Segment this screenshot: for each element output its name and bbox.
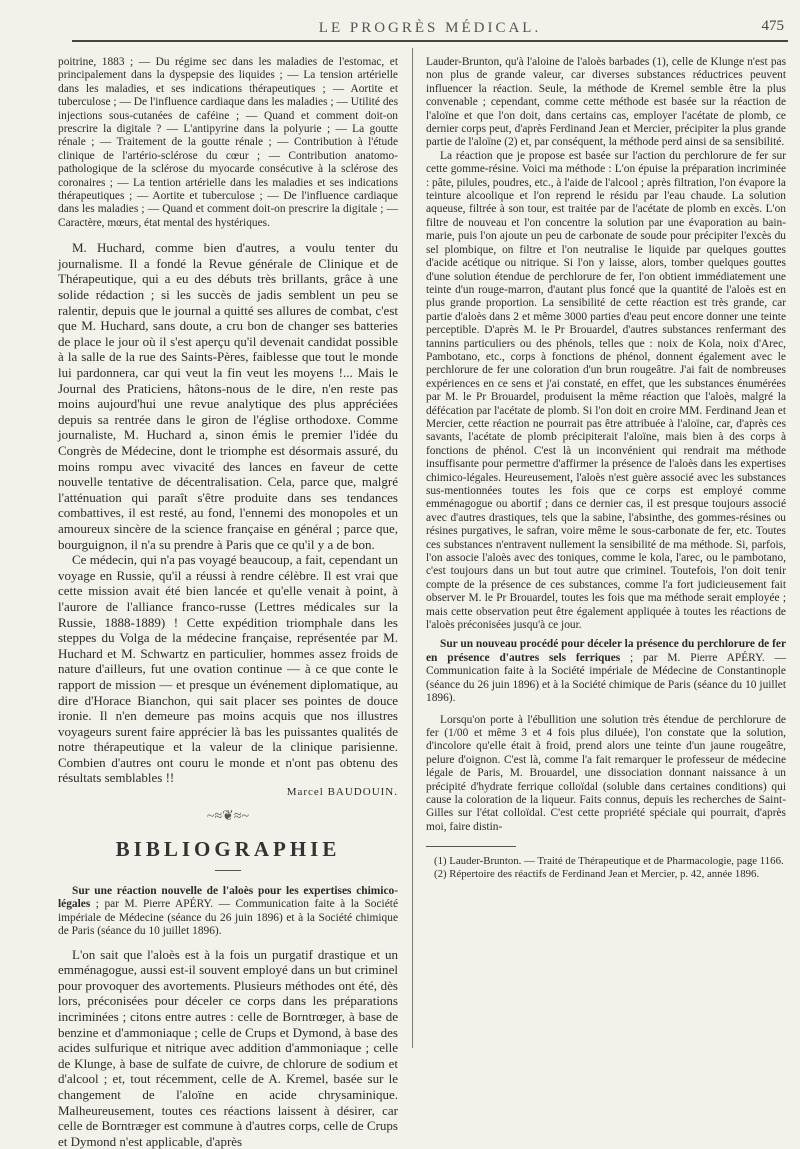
page-number: 475 (761, 18, 784, 34)
article-title-aloes-rest: ; par M. Pierre APÉRY. — Communication faite à la Société impériale de Médecine (séance du 26 juin 1896) et à la Société chimique de Paris (séance du 10 juillet 1896). (58, 898, 398, 938)
biography-paragraph-2: Ce médecin, qui n'a pas voyagé beaucoup, a fait, cependant un voyage en Russie, qu'il a réussi à rendre célèbre. Il est vrai que cette mission avait été bien lancée et qu'elle venait à point, à l'aurore de l'alliance franco-russe (Lettres médicales sur la Russie, 1888-1889) ! Cette expédition triomphale dans les steppes du Volga de la médecine française, représentée par M. Huchard et M. Schwartz en particulier, hommes assez froids de nature d'ailleurs, fut une ovation continue — à ce que conte le rapport de mission — et presque un événement diplomatique, au dire d'Horace Bianchon, qui sait placer ses pointes de douce ironie. Il n'en demeure pas moins acquis que nos illustres voyageurs surent faire apprécier là bas les puissantes qualités de notre thérapeutique et la valeur de la clinique parisienne. Combien d'autres ont couru le monde et n'ont pas obtenu des résultats semblables !! (58, 552, 398, 786)
article-title-aloes-bold: Sur une réaction nouvelle de l'aloès pour les expertises chimico-légales (58, 885, 398, 911)
section-ornament: ~≈❦≈~ (206, 809, 250, 825)
perchlorure-paragraph-1: Lorsqu'on porte à l'ébullition une solution très étendue de perchlorure de fer (1/00 et même 3 et 4 fois plus diluée), l'on constate que la solution, d'incolore qu'elle était à froid, prend alors une teinte d'un jaune rougeâtre, pelure d'oignon. C'est là, comme l'a fait remarquer le professeur de médecine légale de Paris, M. Brouardel, une dissociation donnant naissance à un précipité d'hydrate ferrique colloïdal (soluble dans certaines conditions) qui cause la coloration de la liqueur. Faits connus, depuis les recherches de Saint-Gilles sur l'état colloïdal. C'est cette propriété spéciale qui pourrait, d'après moi, faire distin- (426, 713, 786, 833)
aloes-continued-paragraph-1: Lauder-Brunton, qu'à l'aloine de l'aloès barbades (1), celle de Klunge n'est pas non plus de grande valeur, car diverses substances réductrices peuvent influencer la réaction. Seule, la méthode de Kremel semble être la plus convenable ; cependant, comme cette méthode est basée sur la réaction de l'aloïne et que l'on doit, dans certains cas, employer l'acétate de plomb, ce dernier corps peut, d'après Ferdinand Jean et Mercier, précipiter la plus grande partie de l'aloïne (2) et, par conséquent, la méthode perd ainsi de sa sensibilité. (426, 56, 786, 149)
article-perchlorure-text (426, 714, 786, 835)
article-title-perchlorure-rest: ; par M. Pierre APÉRY. — Communication faite à la Société impériale de Médecine de Constantinople (séance du 26 juin 1896) et à la Société chimique de Paris (séance du 10 juillet 1896). (426, 651, 786, 705)
running-header (72, 14, 788, 42)
biography-text (58, 240, 398, 786)
article-title-perchlorure (426, 638, 786, 705)
aloes-continued-paragraph-2: La réaction que je propose est basée sur l'action du perchlorure de fer sur cette gomme-résine. Voici ma méthode : L'on épuise la préparation incriminée : pâte, pilules, poudres, etc., à l'aide de l'alcool ; après filtration, l'on évapore la teinture alcoolique et l'on reprend le résidu par l'eau chaude. La solution aqueuse, filtrée à son tour, est traitée par de l'acétate de plomb en excès. L'on filtre de nouveau et l'on concentre la solution par une évaporation au bain-marie, puis l'on ajoute un peu de carbonate de soude pour précipiter l'excès du sel plombique, on filtre et l'on neutralise le liquide par quelques gouttes d'acide acétique ou nitrique. Si l'on y laisse, alors, tomber quelques gouttes d'une solution étendue de perchlorure de fer, l'on obtient immédiatement une teinte d'un rouge-marron, d'autant plus foncé que la quantité de l'aloès est en plus grande proportion. La sensibilité de cette réaction est très grande, car partie d'aloès dans 2 et même 3000 parties d'eau peut encore donner une teinte perceptible. D'après M. le Pr Brouardel, d'autres substances renfermant des tannins particuliers ou des phénols, telles que : noix de Kola, noix d'Arec, Pambotano, etc., corps à fonctions de phénol, donnent également avec le perchlorure de fer une coloration d'un brun rougeâtre. J'ai fait de nombreuses expériences en ce sens et j'ai constaté, en effet, que les substances énumérées par M. le Pr Brouardel, produisent la même réaction que l'aloès, malgré la défécation par l'acétate de plomb. Si l'on doit en croire MM. Ferdinand Jean et Mercier, cette réaction ne pourrait pas être attribuée à l'aloïne, car, d'après ces savants, l'acétate de plomb précipiterait l'aloïne, mais bien à des corps à fonctions de phénol. C'est là un inconvénient qui rendrait ma méthode insuffisante pour permettre d'affirmer la présence de l'aloès dans les expertises chimico-légales. Heureusement, l'aloès n'est guère associé avec les substances sus-mentionnées toutes les fois que ce corps est employé comme emménagogue ou abortif ; dans ce dernier cas, il est presque toujours associé avec d'autres drastiques, tels que la sabine, l'absinthe, des gommes-résines ou résines purgatives, le safran, voire même le sous-carbonate de fer, etc. Toutes ces substances n'entravent nullement la sensibilité de ma méthode. Si, parfois, l'on associe l'aloès avec des toniques, comme le kola, l'arec, ou le pambotano, c'est toujours dans un but tout autre que criminel. Toutefois, l'on doit tenir compte de la présence de ces substances, comme l'a fort judicieusement fait observer M. le Pr Brouardel, toutes les fois que ma méthode serait employée ; mais cette observation peut être également appliquée à toutes les réactions de l'aloès préconisées jusqu'à ce jour. (426, 149, 786, 632)
section-title: BIBLIOGRAPHIE (115, 837, 341, 862)
article-aloes-continued (426, 56, 786, 632)
publication-list-text: poitrine, 1883 ; — Du régime sec dans les maladies de l'estomac, et principalement dans la dyspepsie des liquides ; — La tension artérielle dans les maladies, et ses indications thérapeutiques ; — Aortite et tuberculose ; — De l'influence cardiaque dans les maladies ; — Utilité des injections sous-cutanées de caféine ; — Quand et comment doit-on prescrire la digitale ? — L'antipyrine dans la polyurie ; — La goutte rénale ; — Traitement de la goutte rénale ; — Contribution à l'étude clinique de l'artério-sclérose du cœur ; — Contribution anatomo-pathologique de la sclérose du myocarde consécutive à la sclérose des coronaires ; — La tention artérielle dans les maladies et ses indications thérapeutiques ; — Aortite et tuberculose ; — De l'influence cardiaque dans les maladies ; — Quand et comment doit-on prescrire la digitale ; — Caractère, mœurs, état mental des hystériques. (58, 56, 398, 229)
biography-paragraph-1: M. Huchard, comme bien d'autres, a voulu tenter du journalisme. Il a fondé la Revue générale de Clinique et de Thérapeutique, qui a eu des débuts très brillants, grâce à une solide rédaction ; si les succès de jadis semblent un peu se ralentir, depuis que le journal a quitté ses allures de combat, c'est que M. Huchard, sans doute, a cru bon de changer ses batteries de place le jour où il s'est aperçu qu'il devenait candidat possible à la salle de la rue des Saints-Pères, faiblesse que tout le monde lui pardonnera, car qui veut la fin veut les moyens !... Mais le Journal des Praticiens, hâtons-nous de le dire, n'en reste pas moins aujourd'hui une revue analytique des plus appréciées depuis sa rentrée dans le giron de l'église orthodoxe. Comme journaliste, M. Huchard a, sinon émis le premier l'idée du Congrès de Médecine, dont le triomphe est désormais assuré, du moins rompu avec vivacité des lances en faveur de cette nouvelle tentative de décentralisation. Cela, parce que, malgré l'atténuation qui paraît s'être produite dans ses tendances combattives, il est resté, au fond, l'ennemi des monopoles et un amoureux sincère de la science française en général ; parce que, bourguignon, il n'a su prendre à Paris que ce qu'il y a de bon. (58, 240, 398, 552)
footnotes (426, 855, 786, 881)
article-aloes-text (58, 947, 398, 1149)
publication-list (58, 56, 398, 230)
footnote-rule (426, 846, 516, 847)
right-column (426, 56, 786, 881)
article-title-aloes (58, 885, 398, 939)
column-divider (412, 48, 413, 1048)
title-rule (215, 870, 241, 871)
article-title-perchlorure-bold: Sur un nouveau procédé pour déceler la présence du perchlorure de fer en présence d'autres sels ferriques (426, 638, 786, 664)
footnote-1: (1) Lauder-Brunton. — Traité de Thérapeutique et de Pharmacologie, page 1166. (434, 855, 784, 868)
article-aloes-paragraph-1: L'on sait que l'aloès est à la fois un purgatif drastique et un emménagogue, aussi est-il souvent employé dans un but criminel pour provoquer des avortements. Plusieurs méthodes ont été, dès lors, préconisées pour déceler ce corps dans les préparations incriminées ; citons entre autres : celle de Borntrœger, à base de benzine et d'ammoniaque ; celle de Crups et Dymond, à base des acides sulfurique et nitrique avec addition d'ammoniaque ; celle de Klunge, à base de sulfate de cuivre, de chlorure de sodium et d'alcool ; et, tout récemment, celle de A. Kremel, basée sur le changement de l'aloïne en acide chrysaminique. Malheureusement, toutes ces réactions laissent à désirer, car celle de Borntræger est commune à d'autres corps, celle de Crups et Dymond n'est applicable, d'après (58, 946, 398, 1149)
footnote-2: (2) Répertoire des réactifs de Ferdinand Jean et Mercier, p. 42, année 1896. (434, 868, 760, 881)
author-signature: Marcel BAUDOUIN. (286, 786, 398, 799)
left-column (58, 56, 398, 1149)
journal-title: LE PROGRÈS MÉDICAL. (318, 20, 542, 36)
